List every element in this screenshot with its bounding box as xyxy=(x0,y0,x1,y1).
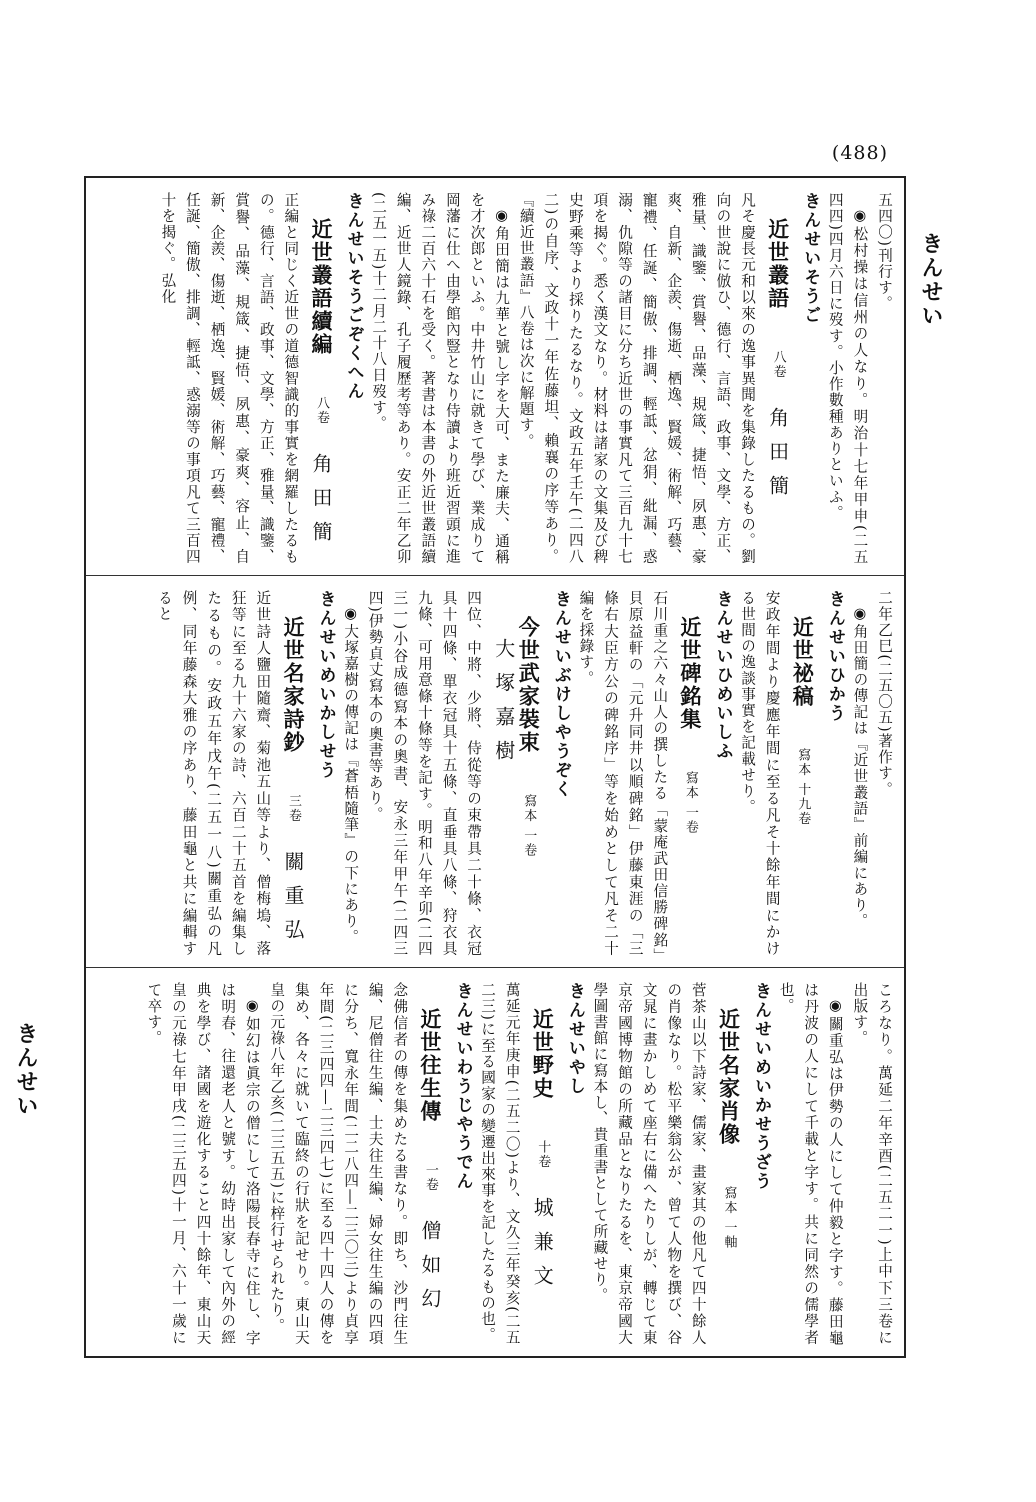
entry-kinsei-hikou xyxy=(734,590,846,957)
volume-count: 寫本 十九卷 xyxy=(795,748,811,827)
entry-description: 念佛信者の傳を集めたる書なり。即ち、沙門往生編、尼僧往生編、士夫往生編、婦女往生編の四項に分ち、寬永年間(二二八四―二三〇三)より貞享年間(二三四四―二三四七)に至る四十四人の傳を集め、各々に就いて臨終の行狀を記せり。東山天皇の元祿八年乙亥(二三五五)に梓行せられたり。 xyxy=(268,982,409,1346)
volume-count: 一卷 xyxy=(422,1163,438,1193)
entry-reading: きんせいめいかせうざう xyxy=(751,982,772,1191)
tier-middle xyxy=(86,576,904,968)
entry-title-line xyxy=(716,982,741,1346)
entry-description: 近世詩人鹽田隨齋、菊池五山等より、僧梅塢、落狂等に至る九十六家の詩、六百二十五首を編集したるもの。安政五年戊午(二五一八)關重弘の凡例、同年藤森大雅の序あり、藤田龜と共に編輯すると xyxy=(155,590,272,957)
entry-kinsei-sougo-zokuhen xyxy=(155,192,366,565)
entry-kinsei-meikashouzou xyxy=(587,982,773,1346)
tier-bottom xyxy=(86,968,904,1356)
entry-description: 安政年間より慶應年間に至る凡そ十餘年間にかけ る世間の逸談事實を記載せり。 xyxy=(739,590,781,957)
book-title: 今世武家裝束 xyxy=(516,616,542,754)
entry-title-line xyxy=(530,982,555,1346)
dictionary-page-frame xyxy=(84,176,906,1358)
entry-title-line xyxy=(790,590,815,957)
entry-description: 四位、中將、少將、侍從等の束帶具二十條、衣冠具十四條、單衣冠具十五條、直垂具八條、狩衣具九條、可用意條十條等を記す。明和八年辛卯(二四三一)小谷成德寫本の奧書、安永三年甲午(二四三四)伊勢貞丈寫本の奧書等あり。 xyxy=(366,590,483,957)
volume-count: 寫本 一卷 xyxy=(682,771,698,835)
volume-count: 三卷 xyxy=(285,794,301,824)
entry-kinsei-yashi xyxy=(475,982,587,1346)
biography-note: ◉角田簡の傳記は『近世叢語』前編にあり。 xyxy=(851,604,869,929)
entry-reading: きんせいひかう xyxy=(824,590,845,723)
author-name: 僧如幻 xyxy=(417,1220,442,1323)
author-name: 角田簡 xyxy=(308,453,333,556)
author-name: 城兼文 xyxy=(530,1197,555,1300)
entry-kinsei-himeishuu xyxy=(573,590,735,957)
book-title: 近世名家肖像 xyxy=(716,1008,742,1146)
entry-kinsei-sougo xyxy=(513,192,822,565)
entry-description: 正編と同じく近世の道德智識的事實を網羅したるもの。德行、言語、政事、文學、方正、雅量、識鑒、賞譽、品藻、規箴、捷悟、夙惠、豪爽、容止、自新、企羨、傷逝、栖逸、賢媛、術解、巧藝、寵禮、任誕、簡傲、排調、輕詆、惑溺等の事項凡て三百四十を揭ぐ。弘化 xyxy=(159,192,300,565)
author-name: 關重弘 xyxy=(280,851,305,954)
volume-count: 十卷 xyxy=(535,1140,551,1170)
entry-tail: ころなり。萬延二年辛酉(二五二一)上中下三卷に出版す。 xyxy=(851,982,893,1346)
biography-note: ◉關重弘は伊勢の人にして仲毅と字す。藤田龜は丹波の人にして千載と字す。共に同然の儒學者也。 xyxy=(777,982,844,1346)
side-header-right: きんせい xyxy=(918,232,943,328)
biography-note: ◉角田簡は九華と號し字を大可、また廉夫、通稱を才次郎といふ。中井竹山に就きて學び、業成りて岡藩に仕へ由學館內豎となり侍讀より班近習頭に進み祿二百六十石を受く。著書は本書の外近世叢語續編、近世人鏡錄、孔子履歷考等あり。安正二年乙卯(二五一五)十二月二十八日歿す。 xyxy=(370,192,511,565)
tier-top xyxy=(86,178,904,576)
entry-title-line xyxy=(677,590,702,957)
entry-reading: きんせいそうご xyxy=(800,192,821,325)
entry-reading: きんせいやし xyxy=(564,982,585,1096)
volume-count: 八卷 xyxy=(770,350,786,380)
author-name: 角田簡 xyxy=(765,407,790,510)
entry-reading: きんせいひめいしふ xyxy=(712,590,733,761)
entry-tail: 二年乙巳(二五〇五)著作す。 xyxy=(876,590,893,798)
entry-description: 凡そ慶長元和以來の逸事異聞を集錄したるもの。劉向の世說に倣ひ、德行、言語、政事、文學、方正、雅量、識鑒、賞譽、品藻、規箴、捷悟、夙惠、豪爽、自新、企羨、傷逝、栖逸、賢媛、術解、巧藝、寵禮、任誕、簡傲、排調、輕詆、忿狷、紕漏、惑溺、仇隙等の諸目に分ち近世の事實凡て三百九十七項を揭ぐ。悉く漢文なり。材料は諸家の文集及び稗史野乘等より採りたるなり。文政五年壬午(二四八二)の自序、文政十一年佐藤坦、賴襄の序等あり。『續近世叢語』八卷は次に解題す。 xyxy=(517,192,757,565)
volume-count: 寫本 一卷 xyxy=(521,794,537,858)
entry-title-line xyxy=(765,192,790,565)
entry-title-line xyxy=(417,982,442,1346)
biography-note: ◉大塚嘉樹の傳記は『蒼梧隨筆』の下にあり。 xyxy=(342,604,360,946)
author-name: 大塚嘉樹 xyxy=(491,638,516,774)
book-title: 近世叢語續編 xyxy=(308,218,334,356)
entry-kinsei-bukeshouzoku xyxy=(362,590,573,957)
entry-description: 菅茶山以下詩家、儒家、畫家其の他凡て四十餘人の肖像なり。松平樂翁公が、曾て人物を撰び、谷文晁に畫かしめて座右に備へたりしが、轉じて東京帝國博物館の所藏品となりたるを、東京帝國大學圖書館に寫本し、貴重書として所藏せり。 xyxy=(591,982,707,1346)
book-title: 近世碑銘集 xyxy=(677,616,703,731)
entry-description: 萬延元年庚申(二五二〇)より、文久三年癸亥(二五二三)に至る國家の變遷出來事を記したるもの也。 xyxy=(479,982,521,1346)
entry-reading: きんせいそうごぞくへん xyxy=(343,192,364,401)
book-title: 近世祕稿 xyxy=(790,616,816,708)
entry-description: 石川重之六々山人の撰したる「蒙庵武田信勝碑銘」貝原益軒の「元升同井以順碑銘」伊藤東涯の「三條右大臣方公の碑銘序」等を始めとして凡そ二十編を採錄す。 xyxy=(577,590,669,957)
volume-count: 寫本 一軸 xyxy=(721,1186,737,1250)
biography-note: ◉如幻は眞宗の僧にして洛陽長春寺に住し、字は明春、往還老人と號す。幼時出家して內外の經典を學び、諸國を遊化すること四十餘年、東山天皇の元祿七年甲戌(二三五四)十一月、六十一歲にて卒す。 xyxy=(145,982,261,1346)
volume-count: 八卷 xyxy=(313,396,329,426)
entry-kinsei-oujouden xyxy=(264,982,475,1346)
entry-title-line xyxy=(280,590,305,957)
book-title: 近世名家詩鈔 xyxy=(280,616,306,754)
book-title: 近世叢語 xyxy=(765,218,791,310)
entry-reading: きんせいぶけしやうぞく xyxy=(550,590,571,799)
biography-note: ◉松村操は信州の人なり。明治十七年甲申(二五四四)四月六日に歿す。小作數種ありといふ。 xyxy=(826,192,869,565)
book-title: 近世往生傳 xyxy=(417,1008,443,1123)
book-title: 近世野史 xyxy=(530,1008,556,1100)
entry-reading: きんせいめいかしせう xyxy=(315,590,336,780)
page-number: (488) xyxy=(831,142,888,164)
side-header-left: きんせい xyxy=(13,1022,38,1118)
entry-title-line xyxy=(491,590,540,957)
entry-reading: きんせいわうじやうでん xyxy=(452,982,473,1191)
entry-kinsei-meikashishou xyxy=(151,590,337,957)
entry-tail: 五四〇)刊行す。 xyxy=(876,192,893,312)
entry-title-line xyxy=(308,192,333,565)
